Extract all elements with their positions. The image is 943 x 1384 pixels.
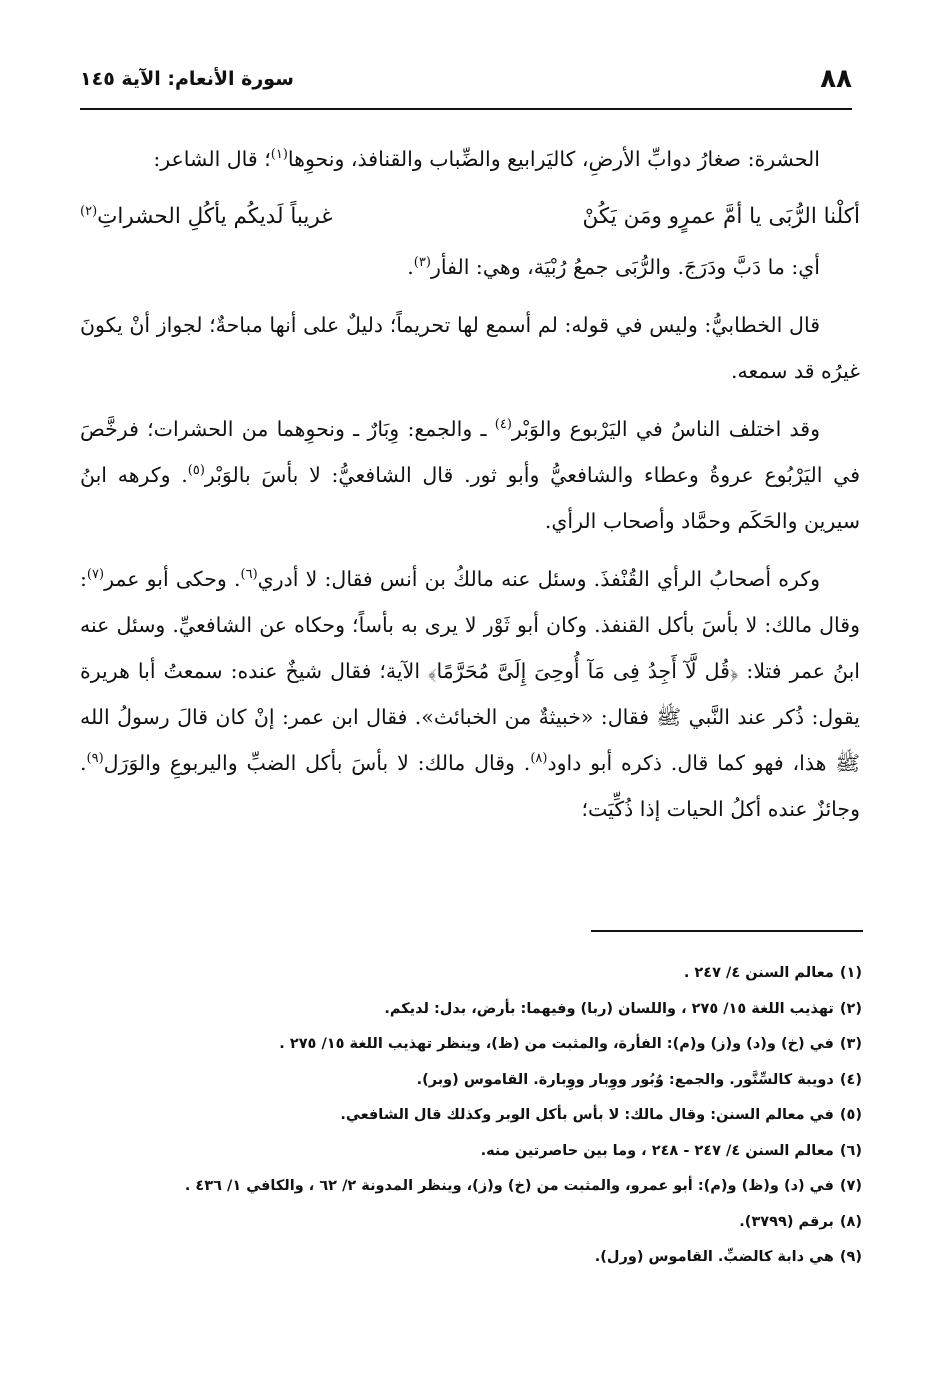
footnote-item bbox=[80, 1098, 862, 1134]
footnote-ref: (٨) bbox=[530, 751, 548, 767]
paragraph-yarbu: وقد اختلف الناسُ في اليَرْبوع والوَبْر$^{(٤)}$ ـ والجمع: وِبَارٌ ـ ونحوِهما من الحشرات؛ فرخَّصَ في اليَرْبُوع عروةُ وعطاء والشافعيُّ وأبو ثور. قال الشافعيُّ: لا بأسَ بالوَبْر$^{(٥)}$. وكرهه ابنُ سيرين والحَكَم وحمَّاد وأصحاب الرأي. bbox=[80, 417, 861, 533]
page-number: ٨٨ bbox=[820, 64, 852, 94]
footnote-text: معالم السنن ٤/ ٢٤٧ . bbox=[683, 965, 834, 981]
footnote-number: (٧) bbox=[839, 1178, 862, 1194]
footnote-item bbox=[80, 956, 862, 992]
footnote-number: (٣) bbox=[839, 1036, 862, 1052]
footnote-item bbox=[80, 1027, 862, 1063]
footnote-ref: (٩) bbox=[86, 751, 104, 767]
poetry-verse bbox=[80, 194, 860, 240]
paragraph-khattabi: قال الخطابيُّ: وليس في قوله: لم أسمع لها تحريماً؛ دليلٌ على أنها مباحةٌ؛ لجواز أنْ يكونَ غيرُه قد سمعه. bbox=[80, 313, 860, 383]
footnote-item bbox=[80, 1205, 862, 1241]
footnote-text: في (د) و(ظ) و(م): أبو عمرو، والمثبت من (خ) و(ز)، وينظر المدونة ٢/ ٦٢ ، والكافي ١/ ٤٣٦ . bbox=[184, 1178, 834, 1194]
footnotes-list bbox=[80, 956, 862, 1276]
page-header bbox=[80, 62, 852, 110]
verse-second-hemistich: غريباً لَديكُم يأكُلِ الحشراتِ$^{(٢)}$ bbox=[80, 203, 333, 229]
running-title: سورة الأنعام: الآية ١٤٥ bbox=[80, 68, 294, 90]
footnote-number: (٦) bbox=[839, 1142, 862, 1159]
footnote-text: تهذيب اللغة ١٥/ ٢٧٥ ، واللسان (ربا) وفيهما: بأرض، بدل: لديكم. bbox=[384, 1000, 834, 1017]
footnote-text: في (خ) و(د) و(ز) و(م): الفأرة، والمثبت من (ظ)، وينظر تهذيب اللغة ١٥/ ٢٧٥ . bbox=[279, 1036, 834, 1052]
footnote-item bbox=[80, 1169, 862, 1205]
footnote-ref: (٥) bbox=[187, 463, 205, 479]
main-text bbox=[80, 136, 860, 844]
footnote-text: معالم السنن ٤/ ٢٤٧ - ٢٤٨ ، وما بين حاصرتين منه. bbox=[480, 1142, 834, 1159]
footnote-item bbox=[80, 1134, 862, 1170]
footnote-text: هي دابة كالضبِّ. القاموس (ورل). bbox=[594, 1249, 834, 1265]
paragraph-hashara: الحشرة: صغارُ دوابِّ الأرضِ، كاليَرابيع والضِّباب والقنافذ، ونحوِها$^{(١)}$؛ قال الشاعر: bbox=[153, 147, 820, 171]
footnote-ref: (٣) bbox=[413, 255, 431, 271]
paragraph-verse-gloss: أي: ما دَبَّ ودَرَجَ. والرُّبَى جمعُ رُبْيَة، وهي: الفأر$^{(٣)}$. bbox=[407, 255, 820, 279]
footnote-text: في معالم السنن: وقال مالك: لا بأس بأكل الوبر وكذلك قال الشافعي. bbox=[340, 1107, 834, 1123]
footnote-item bbox=[80, 1063, 862, 1099]
paragraph-qunfudh: وكره أصحابُ الرأي القُنْفذَ. وسئل عنه مالكُ بن أنس فقال: لا أدري$^{(٦)}$. وحكى أبو عمر$^{(٧)}$: وقال مالك: لا بأسَ بأكل القنفذ. وكان أبو ثَوْر لا يرى به بأساً؛ وحكاه عن الشافعيِّ. وسئل عنه ابنُ عمر فتلا: ﴿قُل لَّآ أَجِدُ فِى مَآ أُوحِىَ إِلَىَّ مُحَرَّمًا﴾ الآية؛ فقال شيخٌ عنده: سمعتُ أبا هريرة يقول: ذُكر عند النَّبي ﷺ فقال: «خبيثةٌ من الخبائث». فقال ابن عمر: إنْ كان قالَ رسولُ الله ﷺ هذا، فهو كما قال. ذكره أبو داود$^{(٨)}$. وقال مالك: لا بأسَ بأكل الضبِّ واليربوعِ والوَرَل$^{(٩)}$. وجائزٌ عنده أكلُ الحيات إذا ذُكِّيَت؛ bbox=[80, 567, 860, 821]
footnote-ref: (١) bbox=[270, 147, 288, 163]
footnote-number: (١) bbox=[839, 965, 862, 981]
footnote-divider bbox=[591, 930, 863, 932]
footnote-text: برقم (٣٧٩٩). bbox=[739, 1213, 834, 1230]
footnote-number: (٩) bbox=[839, 1249, 862, 1265]
footnote-number: (٤) bbox=[839, 1071, 862, 1088]
footnote-text: دويبة كالسِّنَّور. والجمع: وُبُور ووِبار ووِبارة. القاموس (وبر). bbox=[416, 1071, 834, 1088]
verse-first-hemistich: أكلْنا الرُّبَى يا أمَّ عمرٍو ومَن يَكُنْ bbox=[582, 204, 860, 229]
footnote-ref: (٢) bbox=[80, 203, 98, 219]
footnote-number: (٥) bbox=[839, 1107, 862, 1123]
footnote-item bbox=[80, 992, 862, 1028]
footnote-number: (٨) bbox=[839, 1213, 862, 1230]
footnote-ref: (٦) bbox=[240, 567, 258, 583]
footnote-ref: (٧) bbox=[86, 567, 105, 583]
footnote-number: (٢) bbox=[839, 1000, 862, 1017]
footnote-ref: (٤) bbox=[494, 417, 512, 433]
footnote-item bbox=[80, 1240, 862, 1276]
